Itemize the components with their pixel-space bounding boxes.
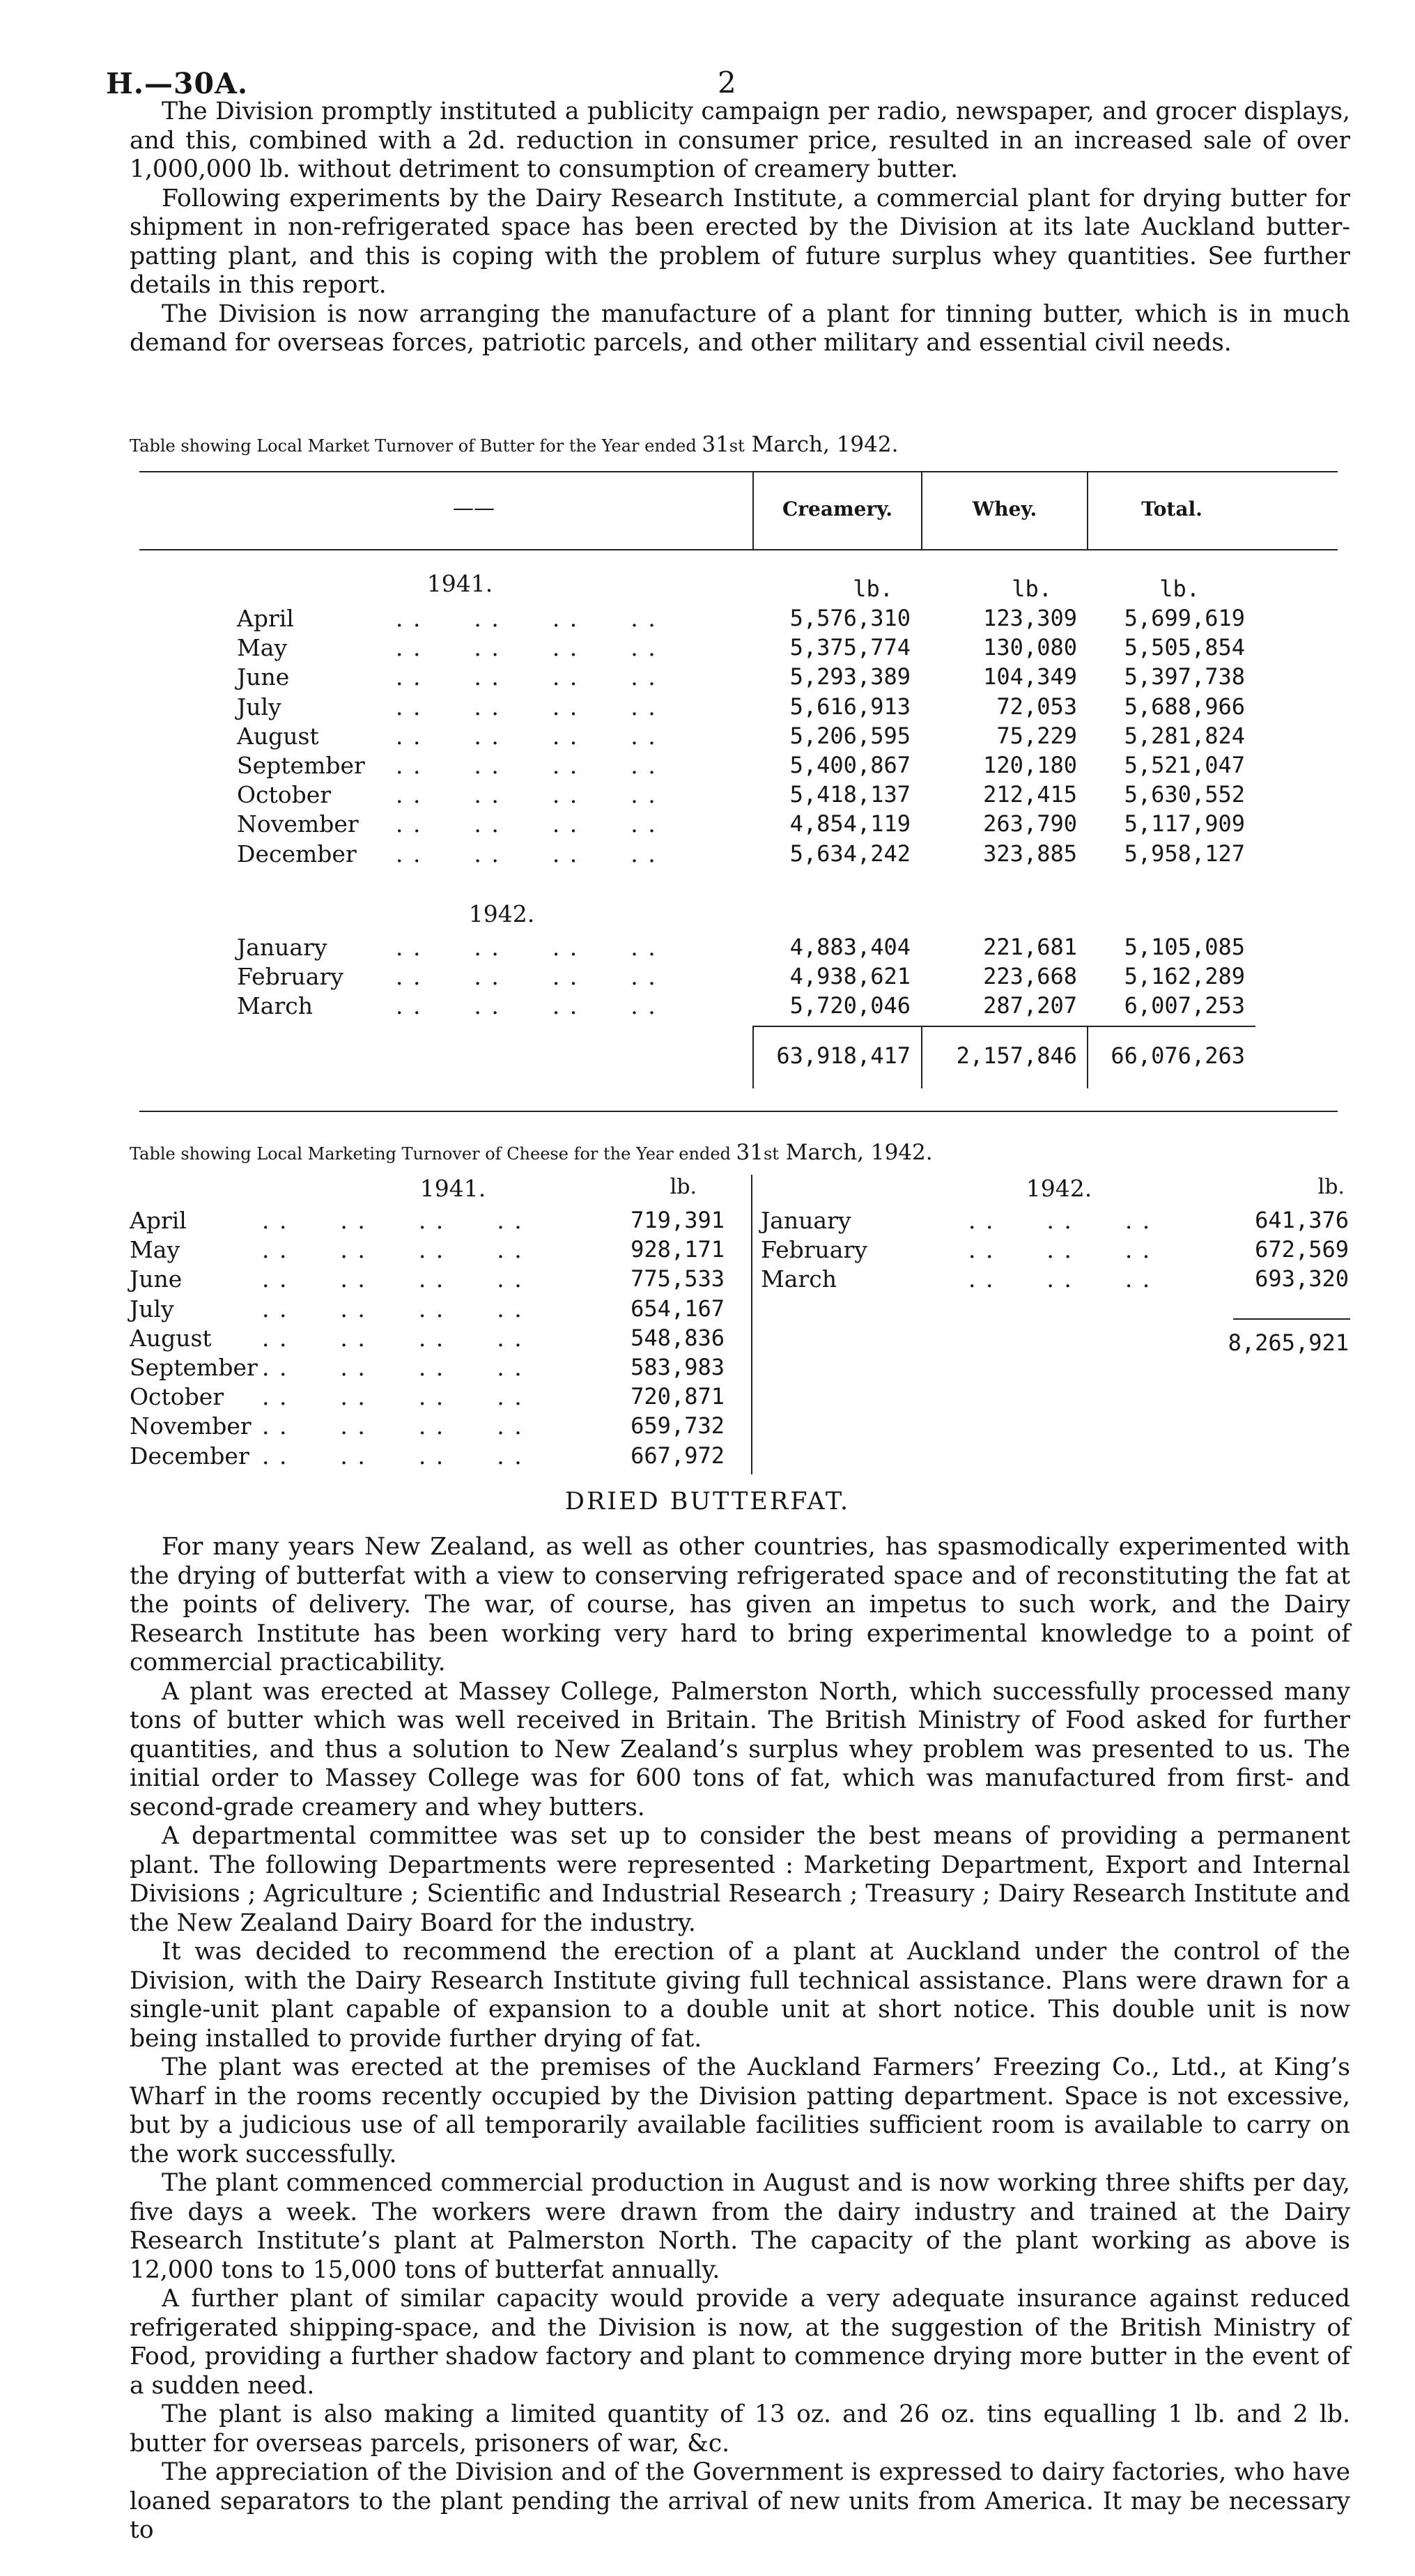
leader-dots: . . . . . . . .: [396, 810, 657, 838]
table-row-total: 5,958,127: [1124, 840, 1245, 867]
leader-dots: . . . . . . . .: [396, 723, 657, 750]
leader-dots: . . . . . . . .: [262, 1295, 523, 1322]
cheese-row-value: 667,972: [631, 1442, 725, 1469]
table-row-creamery: 5,293,389: [789, 663, 911, 690]
table-row-month: June: [237, 663, 290, 691]
cheese-row-value: 583,983: [631, 1354, 725, 1380]
caption-date-suffix: st: [729, 436, 745, 456]
cheese-row-value: 719,391: [631, 1207, 725, 1233]
table-row-total: 5,397,738: [1124, 663, 1245, 690]
table-row-creamery: 5,576,310: [789, 605, 911, 631]
cheese-row-month: June: [130, 1265, 183, 1293]
table-row-month: April: [237, 605, 294, 632]
leader-dots: . . . . . . . .: [262, 1236, 523, 1263]
caption-date-num: 31: [736, 1140, 764, 1165]
leader-dots: . . . . . . . .: [262, 1442, 523, 1470]
table-row-total: 5,162,289: [1124, 963, 1245, 989]
butterfat-paragraph: A plant was erected at Massey College, Palmerston North, which successfully processed many tons of butter which was well received in Britain. The British Ministry of Food asked for further quantities, and thus a solution to New Zealand’s surplus whey problem was presented to us. The initial order to Massey College was for 600 tons of fat, which was manufactured from first- and second-grade creamery and whey butters.: [130, 1677, 1350, 1821]
leader-dots: . . . . . . . .: [396, 663, 657, 691]
caption-date-rest: March, 1942.: [778, 1140, 933, 1165]
leader-dots: . . . . . . . .: [396, 963, 657, 990]
cheese-row-month: April: [130, 1207, 187, 1234]
table-row-creamery: 5,375,774: [789, 634, 911, 661]
cheese-row-value: 928,171: [631, 1236, 725, 1263]
leader-dots: . . . . . . . .: [262, 1325, 523, 1352]
column-header-creamery: Creamery.: [782, 498, 892, 520]
table-bottom-rule: [139, 1111, 1338, 1112]
leader-dots: . . . . . . . .: [396, 934, 657, 961]
table-row-total: 5,521,047: [1124, 752, 1245, 778]
table-row-creamery: 4,938,621: [789, 963, 911, 989]
total-whey: 2,157,846: [956, 1042, 1077, 1069]
total-rule: [752, 1026, 1255, 1027]
cheese-row-month: November: [130, 1412, 252, 1440]
page-number: 2: [718, 65, 736, 100]
intro-paragraph: The Division is now arranging the manufacture of a plant for tinning butter, which is in much demand for overseas forces, patriotic parcels, and other military and essential civil needs.: [130, 300, 1350, 357]
cheese-unit-left: lb.: [670, 1175, 697, 1199]
leader-dots: . . . . . .: [968, 1236, 1152, 1263]
total-total: 66,076,263: [1111, 1042, 1245, 1069]
butterfat-text: [130, 1533, 1350, 2545]
leader-dots: . . . . . . . .: [396, 693, 657, 720]
butterfat-paragraph: The plant was erected at the premises of the Auckland Farmers’ Freezing Co., Ltd., at King’s Wharf in the rooms recently occupied by the Division patting department. Space is not excessive, but by a judicious use of all temporarily available facilities sufficient room is available to carry on the work successfully.: [130, 2053, 1350, 2168]
table-row-total: 5,688,966: [1124, 693, 1245, 720]
table-row-month: May: [237, 634, 288, 661]
butter-table-caption: [130, 432, 1350, 457]
table-row-creamery: 5,616,913: [789, 693, 911, 720]
leader-dots: . . . . . . . .: [262, 1354, 523, 1381]
leader-dots: . . . . . . . .: [262, 1207, 523, 1234]
leader-dots: . . . . . .: [968, 1265, 1152, 1293]
table-row-whey: 120,180: [983, 752, 1077, 778]
cheese-row-value: 654,167: [631, 1295, 725, 1322]
table-row-month: September: [237, 752, 365, 779]
table-row-whey: 221,681: [983, 934, 1077, 960]
table-row-creamery: 4,883,404: [789, 934, 911, 960]
table-row-month: December: [237, 840, 357, 867]
cheese-row-value: 720,871: [631, 1383, 725, 1410]
table-row-month: January: [237, 934, 327, 961]
header-rule: [139, 549, 1338, 550]
butterfat-paragraph: It was decided to recommend the erection of a plant at Auckland under the control of the Division, with the Dairy Research Institute giving full technical assistance. Plans were drawn for a single-unit plant capable of expansion to a double unit at short notice. This double unit is now being installed to provide further drying of fat.: [130, 1938, 1350, 2053]
table-row-whey: 212,415: [983, 781, 1077, 808]
table-row-whey: 287,207: [983, 992, 1077, 1019]
table-row-month: October: [237, 781, 332, 808]
leader-dots: . . . . . . . .: [262, 1412, 523, 1440]
report-reference: H.—30A.: [106, 67, 249, 100]
cheese-row-value: 641,376: [1255, 1207, 1349, 1233]
table-row-month: March: [237, 992, 313, 1019]
leader-dots: . . . . . . . .: [396, 992, 657, 1019]
table-row-total: 5,281,824: [1124, 723, 1245, 749]
caption-prefix: Table showing Local Marketing Turnover of Cheese for the Year ended: [130, 1144, 736, 1164]
caption-date-rest: March, 1942.: [744, 432, 899, 457]
table-row-whey: 75,229: [996, 723, 1077, 749]
intro-paragraph: Following experiments by the Dairy Research Institute, a commercial plant for drying butter for shipment in non-refrigerated space has been erected by the Division at its late Auckland butter-patting plant, and this is coping with the problem of future surplus whey quantities. See further details in this report.: [130, 184, 1350, 299]
leader-dots: . . . . . . . .: [262, 1383, 523, 1410]
cheese-row-value: 672,569: [1255, 1236, 1349, 1263]
butterfat-paragraph: A departmental committee was set up to consider the best means of providing a permanent plant. The following Departments were represented : Marketing Department, Export and Internal Divisions ; Agriculture ; Scientific and Industrial Research ; Treasury ; Dairy Research Institute and the New Zealand Dairy Board for the industry.: [130, 1822, 1350, 1937]
cheese-table-caption: [130, 1140, 1350, 1165]
leader-dots: . . . . . . . .: [396, 752, 657, 779]
table-row-whey: 263,790: [983, 810, 1077, 837]
butterfat-paragraph: A further plant of similar capacity would provide a very adequate insurance against reduced refrigerated shipping-space, and the Division is now, at the suggestion of the British Ministry of Food, providing a further shadow factory and plant to commence drying more butter in the event of a sudden need.: [130, 2285, 1350, 2400]
table-row-creamery: 4,854,119: [789, 810, 911, 837]
table-row-whey: 323,885: [983, 840, 1077, 867]
cheese-unit-right: lb.: [1317, 1175, 1345, 1199]
cheese-row-month: October: [130, 1383, 224, 1410]
table-row-total: 5,630,552: [1124, 781, 1245, 808]
total-creamery: 63,918,417: [776, 1042, 911, 1069]
cheese-column-divider: [751, 1175, 752, 1474]
stub-heading: ——: [453, 496, 495, 520]
cheese-row-value: 659,732: [631, 1412, 725, 1439]
cheese-year-1942: 1942.: [1026, 1175, 1092, 1202]
table-row-whey: 223,668: [983, 963, 1077, 989]
butterfat-paragraph: For many years New Zealand, as well as other countries, has spasmodically experimented with the drying of butterfat with a view to conserving refrigerated space and of reconstituting the fat at the points of delivery. The war, of course, has given an impetus to such work, and the Dairy Research Institute has been working very hard to bring experimental knowledge to a point of commercial practicability.: [130, 1533, 1350, 1676]
butterfat-paragraph: The appreciation of the Division and of the Government is expressed to dairy factories, who have loaned separators to the plant pending the arrival of new units from America. It may be necessary to: [130, 2458, 1350, 2544]
unit-creamery: lb.: [853, 576, 893, 602]
butter-year-1941: 1941.: [426, 570, 493, 597]
unit-total: lb.: [1159, 576, 1200, 602]
cheese-total: 8,265,921: [1228, 1329, 1349, 1356]
column-header-total: Total.: [1141, 498, 1203, 520]
table-row-whey: 104,349: [983, 663, 1077, 690]
caption-date-suffix: st: [763, 1144, 779, 1164]
table-row-creamery: 5,206,595: [789, 723, 911, 749]
table-row-total: 6,007,253: [1124, 992, 1245, 1019]
leader-dots: . . . . . . . .: [396, 605, 657, 632]
cheese-row-month: August: [130, 1325, 212, 1352]
cheese-total-rule: [1233, 1318, 1350, 1320]
table-top-rule: [139, 471, 1338, 472]
table-row-month: February: [237, 963, 343, 990]
cheese-row-month: January: [761, 1207, 851, 1234]
leader-dots: . . . . . . . .: [396, 634, 657, 661]
intro-text: [130, 98, 1350, 358]
table-row-creamery: 5,634,242: [789, 840, 911, 867]
unit-whey: lb.: [1012, 576, 1052, 602]
cheese-row-month: February: [761, 1236, 867, 1263]
cheese-row-value: 548,836: [631, 1325, 725, 1351]
butterfat-paragraph: The plant commenced commercial production in August and is now working three shifts per day, five days a week. The workers were drawn from the dairy industry and trained at the Dairy Research Institute’s plant at Palmerston North. The capacity of the plant working as above is 12,000 tons to 15,000 tons of butterfat annually.: [130, 2169, 1350, 2284]
caption-prefix: Table showing Local Market Turnover of Butter for the Year ended: [130, 436, 702, 456]
butter-year-1942: 1942.: [468, 900, 535, 927]
cheese-year-1941: 1941.: [419, 1175, 486, 1202]
table-row-total: 5,699,619: [1124, 605, 1245, 631]
table-row-month: November: [237, 810, 359, 838]
cheese-row-month: July: [130, 1295, 174, 1322]
cheese-row-month: May: [130, 1236, 180, 1263]
table-row-total: 5,505,854: [1124, 634, 1245, 661]
table-row-total: 5,117,909: [1124, 810, 1245, 837]
section-title: DRIED BUTTERFAT.: [564, 1488, 851, 1515]
table-row-creamery: 5,418,137: [789, 781, 911, 808]
cheese-row-value: 693,320: [1255, 1265, 1349, 1292]
cheese-row-month: September: [130, 1354, 258, 1381]
cheese-row-month: March: [761, 1265, 837, 1293]
caption-date-num: 31: [702, 432, 729, 457]
butterfat-paragraph: The plant is also making a limited quantity of 13 oz. and 26 oz. tins equalling 1 lb. and 2 lb. butter for overseas parcels, prisoners of war, &c.: [130, 2400, 1350, 2458]
leader-dots: . . . . . . . .: [396, 840, 657, 867]
table-row-whey: 123,309: [983, 605, 1077, 631]
intro-paragraph: The Division promptly instituted a publicity campaign per radio, newspaper, and grocer displays, and this, combined with a 2d. reduction in consumer price, resulted in an increased sale of over 1,000,000 lb. without detriment to consumption of creamery butter.: [130, 98, 1350, 183]
table-row-creamery: 5,400,867: [789, 752, 911, 778]
cheese-row-value: 775,533: [631, 1265, 725, 1292]
table-row-whey: 72,053: [996, 693, 1077, 720]
leader-dots: . . . . . . . .: [396, 781, 657, 808]
column-header-whey: Whey.: [972, 498, 1037, 520]
leader-dots: . . . . . . . .: [262, 1265, 523, 1293]
table-row-total: 5,105,085: [1124, 934, 1245, 960]
table-row-whey: 130,080: [983, 634, 1077, 661]
leader-dots: . . . . . .: [968, 1207, 1152, 1234]
cheese-row-month: December: [130, 1442, 249, 1470]
table-row-month: July: [237, 693, 281, 720]
table-row-month: August: [237, 723, 319, 750]
table-row-creamery: 5,720,046: [789, 992, 911, 1019]
